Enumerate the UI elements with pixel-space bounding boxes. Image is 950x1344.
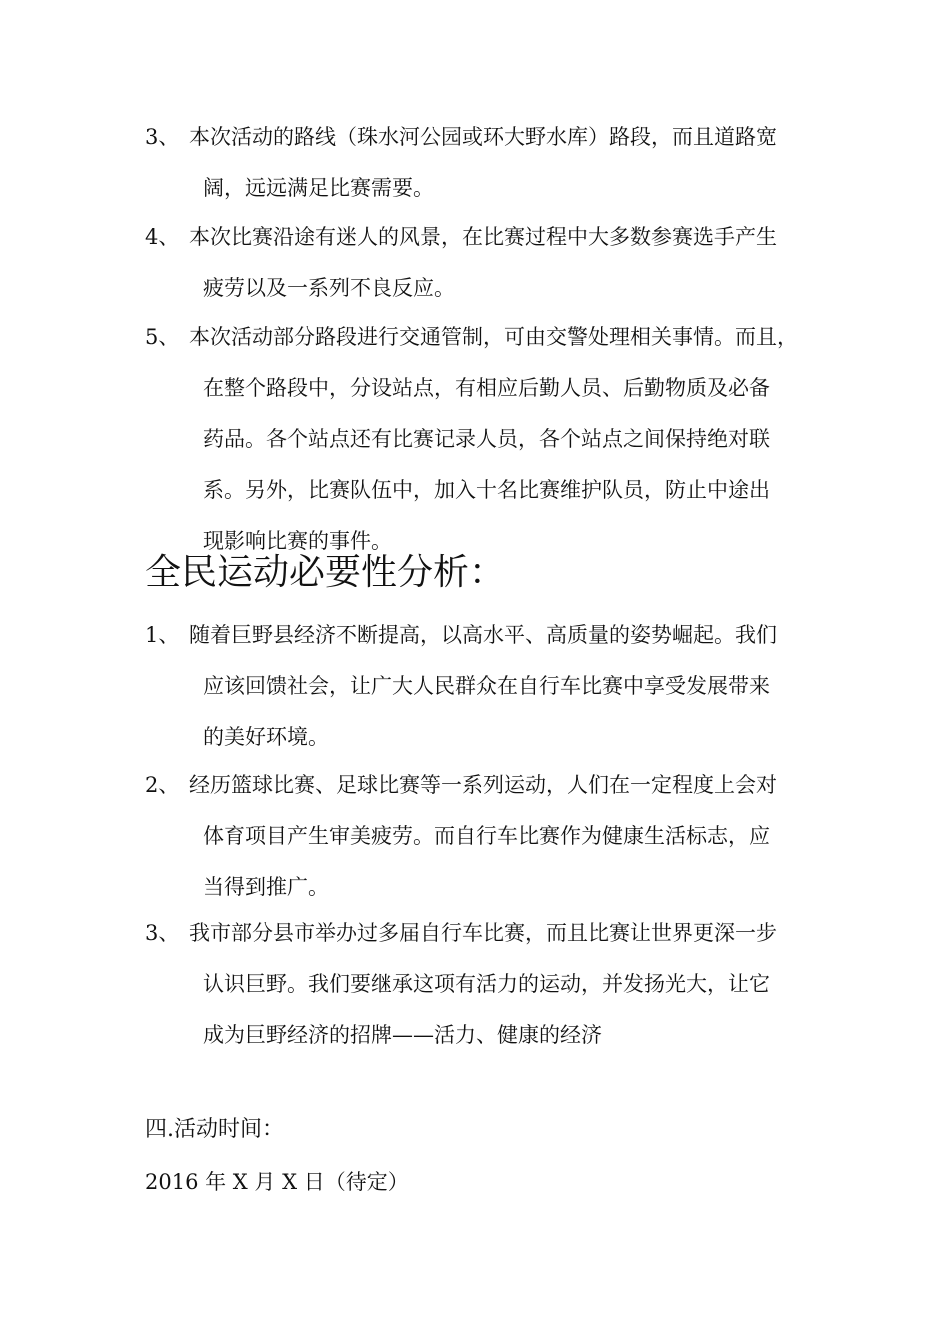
section-heading: 全民运动必要性分析： [145, 552, 506, 593]
item-line: 当得到推广。 [203, 875, 329, 899]
list-item [145, 312, 810, 567]
item-line: 本次比赛沿途有迷人的风景，在比赛过程中大多数参赛选手产生 [189, 225, 777, 249]
item-number: 4、 [145, 225, 180, 249]
item-number: 3、 [145, 921, 180, 945]
item-line: 经历篮球比赛、足球比赛等一系列运动，人们在一定程度上会对 [189, 773, 777, 797]
item-line: 在整个路段中，分设站点，有相应后勤人员、后勤物质及必备 [203, 376, 770, 400]
item-line: 阔，远远满足比赛需要。 [203, 176, 434, 200]
item-number: 2、 [145, 773, 180, 797]
item-number: 1、 [145, 623, 180, 647]
item-number: 5、 [145, 325, 180, 349]
list-item [145, 760, 810, 913]
item-line: 本次活动部分路段进行交通管制，可由交警处理相关事情。而且， [189, 325, 798, 349]
item-line: 现影响比赛的事件。 [203, 529, 392, 553]
item-line: 体育项目产生审美疲劳。而自行车比赛作为健康生活标志，应 [203, 824, 770, 848]
list-item [145, 610, 810, 763]
item-line: 随着巨野县经济不断提高，以高水平、高质量的姿势崛起。我们 [189, 623, 777, 647]
item-line: 本次活动的路线（珠水河公园或环大野水库）路段，而且道路宽 [189, 125, 777, 149]
item-line: 我市部分县市举办过多届自行车比赛，而且比赛让世界更深一步 [189, 921, 777, 945]
item-number: 3、 [145, 125, 180, 149]
item-line: 疲劳以及一系列不良反应。 [203, 276, 455, 300]
item-line: 系。另外，比赛队伍中，加入十名比赛维护队员，防止中途出 [203, 478, 770, 502]
item-line: 药品。各个站点还有比赛记录人员，各个站点之间保持绝对联 [203, 427, 770, 451]
item-line: 应该回馈社会，让广大人民群众在自行车比赛中享受发展带来 [203, 674, 770, 698]
item-line: 认识巨野。我们要继承这项有活力的运动，并发扬光大，让它 [203, 972, 770, 996]
section-title: 四.活动时间： [145, 1117, 284, 1142]
item-line: 的美好环境。 [203, 725, 329, 749]
list-item [145, 112, 810, 214]
list-item [145, 908, 810, 1061]
item-line: 成为巨野经济的招牌——活力、健康的经济 [203, 1023, 602, 1047]
list-item [145, 212, 810, 314]
event-date: 2016 年 X 月 X 日（待定） [145, 1170, 409, 1194]
